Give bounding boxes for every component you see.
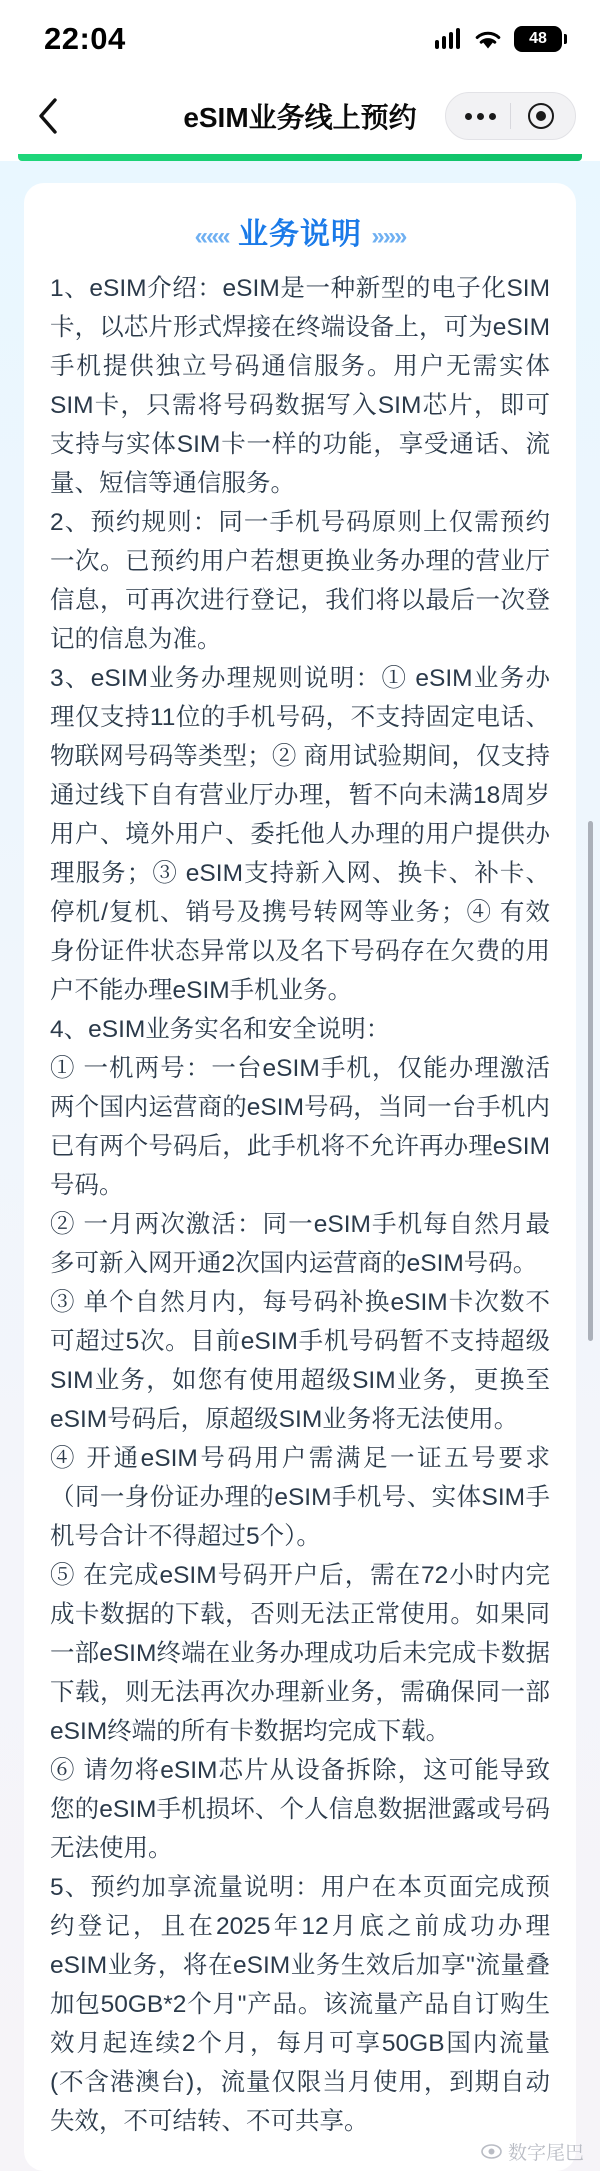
watermark-text: 数字尾巴: [507, 2143, 584, 2164]
card-title-text: 业务说明: [238, 218, 362, 251]
description-paragraph: ⑥ 请勿将eSIM芯片从设备拆除，这可能导致您的eSIM手机损坏、个人信息数据泄露或号码无法使用。: [50, 1757, 550, 1862]
status-bar: [0, 0, 600, 78]
wifi-icon: [474, 29, 500, 49]
description-paragraph: 4、eSIM业务实名和安全说明：: [50, 1016, 391, 1043]
card-title: [50, 209, 550, 253]
target-circle-icon[interactable]: [511, 93, 571, 139]
description-paragraph: 5、预约加享流量说明：用户在本页面完成预约登记，且在2025年12月底之前成功办理eSIM业务，将在eSIM业务生效后加享"流量叠加包50GB*2个月"产品。该流量产品自订购生效月起连续2个月，每月可享50GB国内流量(不含港澳台)，流量仅限当月使用，到期自动失效，不可结转、不可共享。: [50, 1874, 550, 2135]
status-time: 22:04: [44, 21, 126, 56]
description-paragraph: ③ 单个自然月内，每号码补换eSIM卡次数不可超过5次。目前eSIM手机号码暂不支持超级SIM业务，如您有使用超级SIM业务，更换至eSIM号码后，原超级SIM业务将无法使用。: [50, 1289, 550, 1433]
description-paragraph: ① 一机两号：一台eSIM手机，仅能办理激活两个国内运营商的eSIM号码，当同一台手机内已有两个号码后，此手机将不允许再办理eSIM号码。: [50, 1055, 550, 1199]
description-paragraph: ② 一月两次激活：同一eSIM手机每自然月最多可新入网开通2次国内运营商的eSIM号码。: [50, 1211, 550, 1277]
watermark: [481, 2138, 584, 2165]
description-paragraph: 3、eSIM业务办理规则说明：① eSIM业务办理仅支持11位的手机号码，不支持固定电话、物联网号码等类型；② 商用试验期间，仅支持通过线下自有营业厅办理，暂不向未满18周岁用户、境外用户、委托他人办理的用户提供办理服务；③ eSIM支持新入网、换卡、补卡、停机/复机、销号及携号转网等业务；④ 有效身份证件状态异常以及名下号码存在欠费的用户不能办理eSIM手机业务。: [50, 665, 550, 1004]
battery-indicator: [514, 26, 562, 52]
progress-green-bar: [18, 154, 582, 161]
back-chevron-icon[interactable]: [26, 94, 70, 138]
content-area: [0, 161, 600, 2171]
description-paragraph: 1、eSIM介绍：eSIM是一种新型的电子化SIM卡，以芯片形式焊接在终端设备上，可为eSIM手机提供独立号码通信服务。用户无需实体SIM卡，只需将号码数据写入SIM芯片，即可支持与实体SIM卡一样的功能，享受通话、流量、短信等通信服务。: [50, 275, 550, 497]
business-description-card: [24, 183, 576, 2171]
status-indicators: [435, 26, 562, 52]
title-right-decoration: »»»: [371, 223, 406, 250]
more-dots-icon[interactable]: [450, 93, 510, 139]
mini-program-capsule: [445, 92, 576, 140]
vertical-scrollbar[interactable]: [588, 821, 593, 1341]
weibo-eye-icon: [481, 2143, 502, 2160]
description-paragraph: ⑤ 在完成eSIM号码开户后，需在72小时内完成卡数据的下载，否则无法正常使用。如果同一部eSIM终端在业务办理成功后未完成卡数据下载，则无法再次办理新业务，需确保同一部eSIM终端的所有卡数据均完成下载。: [50, 1562, 550, 1745]
description-paragraph: 2、预约规则：同一手机号码原则上仅需预约一次。已预约用户若想更换业务办理的营业厅信息，可再次进行登记，我们将以最后一次登记的信息为准。: [50, 509, 550, 653]
signal-bars-icon: [435, 29, 460, 49]
description-paragraph: ④ 开通eSIM号码用户需满足一证五号要求（同一身份证办理的eSIM手机号、实体SIM手机号合计不得超过5个）。: [50, 1445, 550, 1550]
battery-level: 48: [529, 30, 547, 47]
title-left-decoration: «««: [194, 223, 229, 250]
navigation-bar: [0, 78, 600, 154]
page-title: eSIM业务线上预约: [183, 102, 417, 133]
